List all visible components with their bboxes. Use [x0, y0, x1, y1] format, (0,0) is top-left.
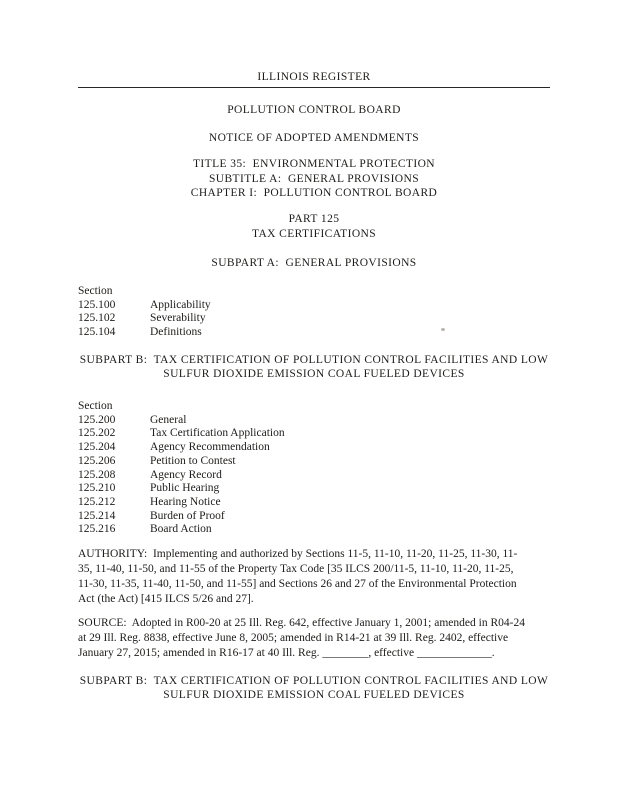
- scan-artifact: [441, 328, 445, 331]
- authority-line: Act (the Act) [415 ILCS 5/26 and 27].: [78, 593, 254, 605]
- title-block: [78, 157, 550, 201]
- part-title: TAX CERTIFICATIONS: [251, 227, 377, 240]
- table-row: [78, 482, 558, 496]
- section-number: 125.216: [78, 523, 116, 536]
- section-number: 125.100: [78, 298, 116, 311]
- section-title: Burden of Proof: [150, 509, 225, 522]
- section-title: Definitions: [150, 326, 202, 339]
- section-title: Applicability: [150, 298, 211, 311]
- table-row: [78, 441, 558, 455]
- source-line: January 27, 2015; amended in R16-17 at 40 Ill. Reg. ________, effective _____________.: [78, 647, 495, 659]
- title-line: TITLE 35: ENVIRONMENTAL PROTECTION: [193, 158, 435, 170]
- table-row: [78, 427, 558, 441]
- part-number: PART 125: [288, 213, 340, 225]
- section-number: 125.202: [78, 427, 116, 440]
- subpart-b-section-list: [78, 400, 558, 537]
- source-line: at 29 Ill. Reg. 8838, effective June 8, 2005; amended in R14-21 at 39 Ill. Reg. 2402, effective: [78, 632, 509, 644]
- table-row: [78, 414, 558, 428]
- section-number: 125.200: [78, 413, 116, 426]
- part-block: [78, 212, 550, 241]
- section-number: 125.206: [78, 454, 116, 467]
- section-label: Section: [78, 285, 113, 297]
- section-title: Board Action: [150, 523, 212, 536]
- table-row: [78, 312, 558, 326]
- table-row: [78, 496, 558, 510]
- subtitle-line: SUBTITLE A: GENERAL PROVISIONS: [208, 172, 420, 185]
- source-paragraph: [78, 616, 558, 661]
- section-title: Agency Record: [150, 468, 222, 481]
- subpart-b-heading-line1: SUBPART B: TAX CERTIFICATION OF POLLUTION CONTROL FACILITIES AND LOW: [79, 675, 549, 687]
- table-row: [78, 510, 558, 524]
- section-number: 125.214: [78, 509, 116, 522]
- authority-paragraph: [78, 547, 558, 607]
- table-row: [78, 523, 558, 537]
- agency-name: POLLUTION CONTROL BOARD: [227, 104, 401, 116]
- authority-line: 35, 11-40, 11-50, and 11-55 of the Property Tax Code [35 ILCS 200/11-5, 11-10, 11-20, 11-25,: [78, 563, 514, 575]
- subpart-b-heading-repeat: [78, 674, 550, 702]
- masthead-divider: [78, 87, 550, 88]
- section-number: 125.104: [78, 326, 116, 339]
- section-number: 125.204: [78, 441, 116, 454]
- section-label: Section: [78, 400, 113, 412]
- authority-line: 11-30, 11-35, 11-40, 11-50, and 11-55] and Sections 26 and 27 of the Environmental Protection: [78, 578, 517, 590]
- notice-type: NOTICE OF ADOPTED AMENDMENTS: [208, 132, 420, 144]
- subpart-b-heading-line2: SULFUR DIOXIDE EMISSION COAL FUELED DEVICES: [163, 368, 465, 380]
- chapter-line: CHAPTER I: POLLUTION CONTROL BOARD: [190, 187, 438, 200]
- subpart-b-heading-line2: SULFUR DIOXIDE EMISSION COAL FUELED DEVICES: [163, 689, 465, 701]
- section-title: Severability: [150, 312, 206, 325]
- section-title: Petition to Contest: [150, 454, 236, 467]
- section-number: 125.102: [78, 312, 116, 325]
- section-title: Agency Recommendation: [150, 441, 270, 454]
- table-row: [78, 299, 558, 313]
- section-title: General: [150, 413, 187, 426]
- subpart-b-heading-line1: SUBPART B: TAX CERTIFICATION OF POLLUTION CONTROL FACILITIES AND LOW: [79, 354, 549, 366]
- section-title: Public Hearing: [150, 482, 220, 495]
- authority-line: AUTHORITY: Implementing and authorized by Sections 11-5, 11-10, 11-20, 11-25, 11-30, 11-: [78, 548, 518, 560]
- section-title: Tax Certification Application: [150, 427, 285, 440]
- subpart-a-heading: SUBPART A: GENERAL PROVISIONS: [211, 257, 417, 269]
- subpart-a-section-list: [78, 285, 558, 340]
- table-row: [78, 326, 558, 340]
- table-row: [78, 469, 558, 483]
- section-number: 125.208: [78, 468, 116, 481]
- table-row: [78, 455, 558, 469]
- source-line: SOURCE: Adopted in R00-20 at 25 Ill. Reg. 642, effective January 1, 2001; amended in R04-24: [78, 617, 525, 629]
- subpart-b-heading: [78, 353, 550, 381]
- section-title: Hearing Notice: [150, 495, 221, 508]
- section-number: 125.210: [78, 482, 116, 495]
- section-number: 125.212: [78, 495, 116, 508]
- register-masthead: ILLINOIS REGISTER: [257, 71, 371, 83]
